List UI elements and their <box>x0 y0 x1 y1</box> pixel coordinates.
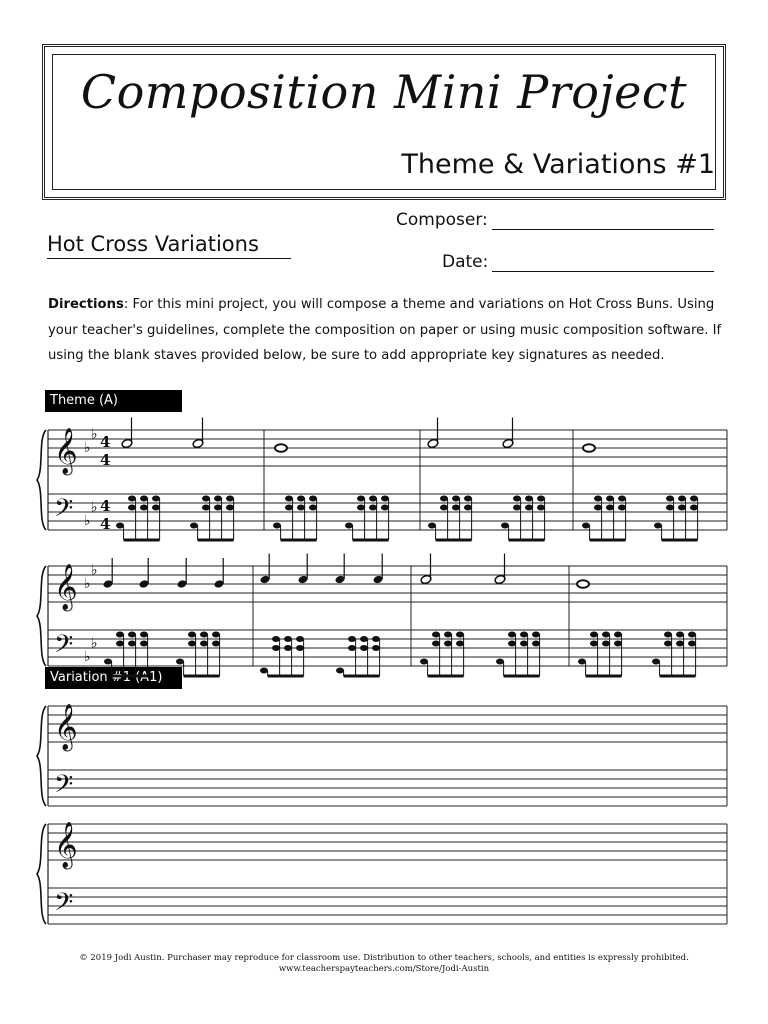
eighth-note <box>348 645 356 651</box>
eighth-note <box>260 668 268 674</box>
eighth-note <box>345 523 353 529</box>
brace <box>37 430 46 530</box>
eighth-note <box>128 632 136 638</box>
bass-clef-icon: 𝄢 <box>54 888 74 923</box>
eighth-note <box>360 645 368 651</box>
eighth-note <box>594 505 602 511</box>
time-signature: 4 <box>100 497 111 515</box>
eighth-note <box>212 632 220 638</box>
eighth-note <box>520 641 528 647</box>
whole-note <box>577 580 589 588</box>
eighth-note <box>152 505 160 511</box>
footer <box>0 953 768 975</box>
directions-label: Directions <box>48 297 124 312</box>
treble-clef-icon: 𝄞 <box>54 428 78 474</box>
treble-clef-icon: 𝄞 <box>54 822 78 868</box>
eighth-note <box>496 659 504 665</box>
eighth-note <box>176 659 184 665</box>
directions-text: : For this mini project, you will compose a theme and variations on Hot Cross Buns. Using your teacher's guidelines, complete the composition on paper or using music composition software. If using the blank staves provided below, be sure to add appropriate key signatures as needed. <box>48 297 722 363</box>
eighth-note <box>297 496 305 502</box>
eighth-note <box>614 632 622 638</box>
eighth-note <box>532 641 540 647</box>
eighth-note <box>104 659 112 665</box>
eighth-note <box>688 632 696 638</box>
eighth-note <box>690 496 698 502</box>
page-title: Composition Mini Project <box>80 65 688 119</box>
eighth-note <box>594 496 602 502</box>
eighth-note <box>432 632 440 638</box>
eighth-note <box>690 505 698 511</box>
eighth-note <box>214 505 222 511</box>
eighth-note <box>666 505 674 511</box>
date-label: Date: <box>442 252 489 272</box>
eighth-note <box>348 636 356 642</box>
eighth-note <box>428 523 436 529</box>
eighth-note <box>452 496 460 502</box>
eighth-note <box>676 641 684 647</box>
eighth-note <box>360 636 368 642</box>
copyright-line: © 2019 Jodi Austin. Purchaser may reproduce for classroom use. Distribution to other teachers, schools, and entities is expressly prohibited. <box>79 953 689 963</box>
eighth-note <box>190 523 198 529</box>
eighth-note <box>116 641 124 647</box>
eighth-note <box>116 632 124 638</box>
eighth-note <box>654 523 662 529</box>
flat-icon: ♭ <box>91 635 98 652</box>
eighth-note <box>200 632 208 638</box>
eighth-note <box>285 505 293 511</box>
eighth-note <box>128 641 136 647</box>
eighth-note <box>273 523 281 529</box>
eighth-note <box>372 645 380 651</box>
flat-icon: ♭ <box>91 562 98 579</box>
eighth-note <box>618 505 626 511</box>
eighth-note <box>140 496 148 502</box>
eighth-note <box>226 505 234 511</box>
time-signature: 4 <box>100 515 111 533</box>
eighth-note <box>464 505 472 511</box>
eighth-note <box>513 505 521 511</box>
eighth-note <box>357 496 365 502</box>
eighth-note <box>152 496 160 502</box>
eighth-note <box>676 632 684 638</box>
eighth-note <box>309 505 317 511</box>
eighth-note <box>444 641 452 647</box>
eighth-note <box>664 641 672 647</box>
eighth-note <box>590 641 598 647</box>
bass-clef-icon: 𝄢 <box>54 770 74 805</box>
eighth-note <box>440 505 448 511</box>
eighth-note <box>420 659 428 665</box>
eighth-note <box>508 632 516 638</box>
flat-icon: ♭ <box>84 576 91 592</box>
flat-icon: ♭ <box>91 499 98 516</box>
eighth-note <box>664 632 672 638</box>
eighth-note <box>200 641 208 647</box>
brace <box>37 706 46 806</box>
eighth-note <box>444 632 452 638</box>
eighth-note <box>226 496 234 502</box>
bass-clef-icon: 𝄢 <box>54 630 74 665</box>
eighth-note <box>602 632 610 638</box>
eighth-note <box>464 496 472 502</box>
eighth-note <box>452 505 460 511</box>
eighth-note <box>508 641 516 647</box>
eighth-note <box>652 659 660 665</box>
eighth-note <box>532 632 540 638</box>
time-signature: 4 <box>100 433 111 451</box>
eighth-note <box>606 505 614 511</box>
eighth-note <box>432 641 440 647</box>
eighth-note <box>272 636 280 642</box>
whole-note <box>275 444 287 452</box>
eighth-note <box>440 496 448 502</box>
eighth-note <box>606 496 614 502</box>
eighth-note <box>214 496 222 502</box>
work-title: Hot Cross Variations <box>47 232 291 259</box>
eighth-note <box>525 496 533 502</box>
eighth-note <box>678 496 686 502</box>
treble-clef-icon: 𝄞 <box>54 704 78 750</box>
brace <box>37 566 46 666</box>
eighth-note <box>501 523 509 529</box>
eighth-note <box>381 505 389 511</box>
flat-icon: ♭ <box>91 426 98 443</box>
whole-note <box>583 444 595 452</box>
eighth-note <box>202 505 210 511</box>
eighth-note <box>357 505 365 511</box>
theme-label: Theme (A) <box>45 390 182 412</box>
eighth-note <box>272 645 280 651</box>
flat-icon: ♭ <box>84 513 91 529</box>
eighth-note <box>296 636 304 642</box>
eighth-note <box>520 632 528 638</box>
eighth-note <box>678 505 686 511</box>
eighth-note <box>188 641 196 647</box>
flat-icon: ♭ <box>84 649 91 665</box>
eighth-note <box>513 496 521 502</box>
eighth-note <box>296 645 304 651</box>
composer-label: Composer: <box>396 210 488 230</box>
eighth-note <box>614 641 622 647</box>
eighth-note <box>140 505 148 511</box>
eighth-note <box>525 505 533 511</box>
eighth-note <box>688 641 696 647</box>
eighth-note <box>666 496 674 502</box>
eighth-note <box>369 505 377 511</box>
eighth-note <box>456 632 464 638</box>
eighth-note <box>284 636 292 642</box>
eighth-note <box>140 641 148 647</box>
eighth-note <box>456 641 464 647</box>
eighth-note <box>369 496 377 502</box>
eighth-note <box>202 496 210 502</box>
eighth-note <box>618 496 626 502</box>
eighth-note <box>537 505 545 511</box>
eighth-note <box>336 668 344 674</box>
eighth-note <box>212 641 220 647</box>
eighth-note <box>602 641 610 647</box>
eighth-note <box>537 496 545 502</box>
eighth-note <box>116 523 124 529</box>
eighth-note <box>188 632 196 638</box>
eighth-note <box>590 632 598 638</box>
eighth-note <box>372 636 380 642</box>
time-signature: 4 <box>100 451 111 469</box>
bass-clef-icon: 𝄢 <box>54 494 74 529</box>
eighth-note <box>140 632 148 638</box>
eighth-note <box>309 496 317 502</box>
eighth-note <box>297 505 305 511</box>
eighth-note <box>128 505 136 511</box>
eighth-note <box>381 496 389 502</box>
flat-icon: ♭ <box>84 440 91 456</box>
page-subtitle: Theme & Variations #1 <box>401 149 715 180</box>
treble-clef-icon: 𝄞 <box>54 564 78 610</box>
store-url: www.teacherspayteachers.com/Store/Jodi-Austin <box>278 964 490 974</box>
eighth-note <box>284 645 292 651</box>
variation-label: Variation #1 (A1) <box>45 667 182 689</box>
eighth-note <box>285 496 293 502</box>
eighth-note <box>578 659 586 665</box>
eighth-note <box>128 496 136 502</box>
eighth-note <box>582 523 590 529</box>
brace <box>37 824 46 924</box>
